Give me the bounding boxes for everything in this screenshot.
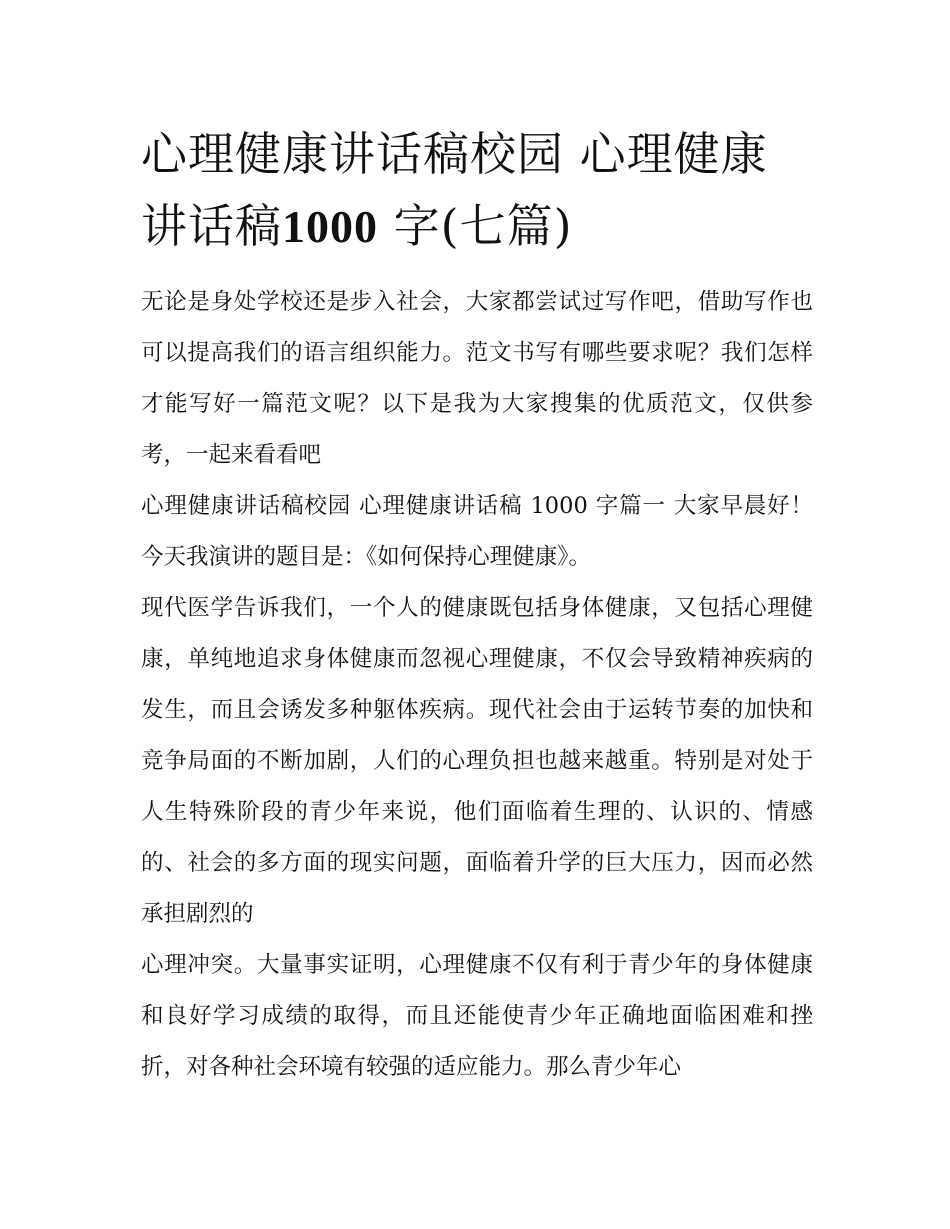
paragraph-psychological-conflict: 心理冲突。大量事实证明，心理健康不仅有利于青少年的身体健康和良好学习成绩的取得，而且还能使青少年正确地面临困难和挫折，对各种社会环境有较强的适应能力。那么青少年心	[141, 952, 813, 1080]
paragraph-modern-medicine: 现代医学告诉我们，一个人的健康既包括身体健康，又包括心理健康，单纯地追求身体健康而忽视心理健康，不仅会导致精神疾病的发生，而且会诱发多种躯体疾病。现代社会由于运转节奏的加快和竞争局面的不断加剧，人们的心理负担也越来越重。特别是对处于人生特殊阶段的青少年来说，他们面临着生理的、认识的、情感的、社会的多方面的现实问题，面临着升学的巨大压力，因而必然承担剧烈的	[141, 595, 813, 927]
title-text: 心理健康讲话稿校园 心理健康讲话稿	[141, 127, 768, 253]
document-title	[141, 118, 813, 263]
title-suffix: 字(七篇)	[378, 199, 573, 253]
title-number: 1000	[282, 201, 378, 252]
document-content	[141, 118, 813, 1093]
paragraph-greeting: 心理健康讲话稿校园 心理健康讲话稿 1000 字篇一 大家早晨好！ 今天我演讲的题目是：《如何保持心理健康》。	[141, 493, 813, 570]
paragraph-intro: 无论是身处学校还是步入社会，大家都尝试过写作吧，借助写作也可以提高我们的语言组织能力。范文书写有哪些要求呢？我们怎样才能写好一篇范文呢？以下是我为大家搜集的优质范文，仅供参考，一起来看看吧	[141, 289, 813, 468]
document-body	[141, 277, 813, 1093]
